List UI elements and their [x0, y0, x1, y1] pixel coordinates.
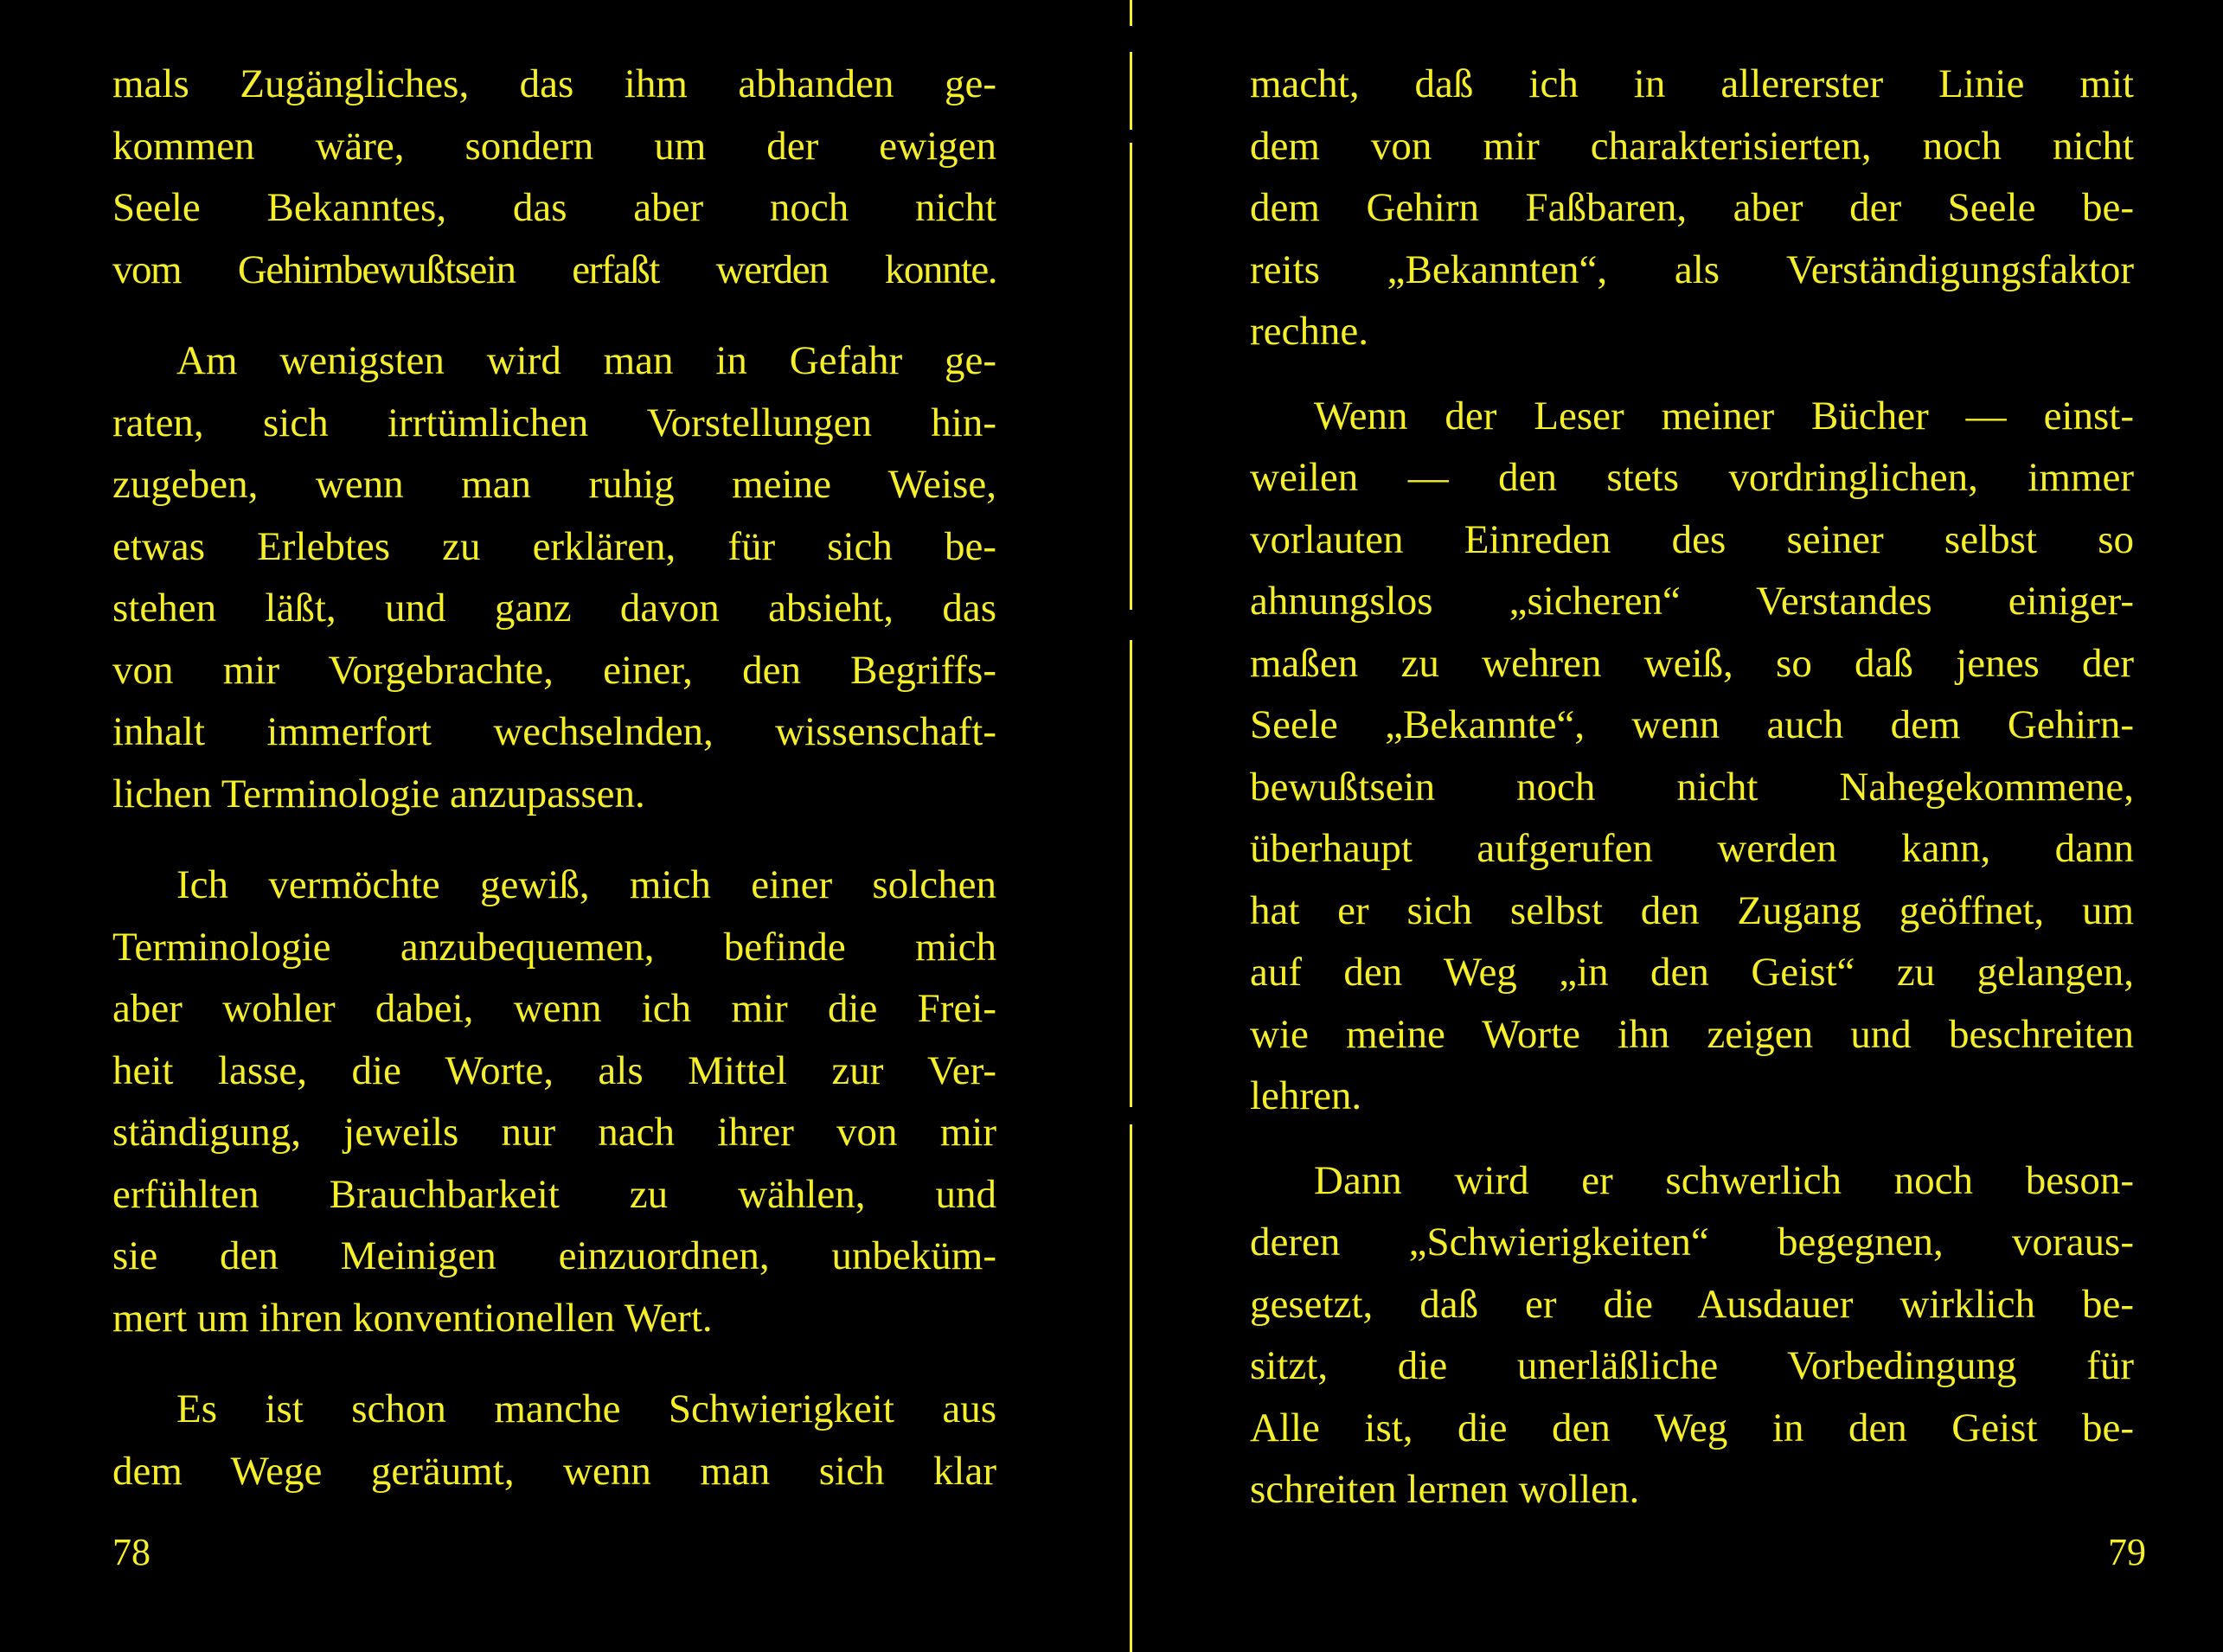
text-line: Ich vermöchte gewiß, mich einer solchen — [176, 862, 996, 907]
text-line: sitzt, die unerläßliche Vorbedingung für — [1250, 1343, 2134, 1388]
text-line: ständigung, jeweils nur nach ihrer von mir — [112, 1110, 996, 1155]
text-line: Wenn der Leser meiner Bücher — einst- — [1314, 393, 2134, 439]
text-line: Seele Bekanntes, das aber noch nicht — [112, 185, 996, 230]
text-line: lehren. — [1250, 1073, 1362, 1118]
paragraph — [112, 1379, 996, 1502]
text-line: wie meine Worte ihn zeigen und beschreiten — [1250, 1011, 2134, 1057]
text-line: Dann wird er schwerlich noch beson- — [1314, 1157, 2134, 1203]
paragraph — [1250, 54, 2134, 363]
text-line: vom Gehirnbewußtsein erfaßt werden konnte. — [112, 247, 996, 292]
left-page — [112, 0, 996, 1652]
text-line: raten, sich irrtümlichen Vorstellungen hin- — [112, 400, 996, 445]
paragraph — [1250, 386, 2134, 1128]
text-line: vorlauten Einreden des seiner selbst so — [1250, 516, 2134, 562]
text-line: auf den Weg „in den Geist“ zu gelangen, — [1250, 950, 2134, 995]
text-line: ahnungslos „sicheren“ Verstandes einiger- — [1250, 579, 2134, 624]
left-page-text — [112, 54, 996, 1502]
gutter-line — [1130, 1124, 1132, 1652]
book-gutter — [1130, 0, 1133, 1652]
text-line: aber wohler dabei, wenn ich mir die Frei- — [112, 986, 996, 1031]
text-line: hat er sich selbst den Zugang geöffnet, um — [1250, 887, 2134, 933]
text-line: Alle ist, die den Weg in den Geist be- — [1250, 1405, 2134, 1450]
gutter-line — [1130, 0, 1132, 26]
text-line: maßen zu wehren weiß, so daß jenes der — [1250, 640, 2134, 686]
text-line: rechne. — [1250, 309, 1368, 354]
right-page-text — [1250, 54, 2134, 1521]
text-line: dem Gehirn Faßbaren, aber der Seele be- — [1250, 185, 2134, 230]
text-line: kommen wäre, sondern um der ewigen — [112, 123, 996, 169]
text-line: inhalt immerfort wechselnden, wissenschaft- — [112, 709, 996, 754]
page-number: 78 — [112, 1531, 151, 1573]
text-line: sie den Meinigen einzuordnen, unbeküm- — [112, 1233, 996, 1278]
text-line: zugeben, wenn man ruhig meine Weise, — [112, 462, 996, 507]
gutter-line — [1130, 640, 1132, 1107]
text-line: mals Zugängliches, das ihm abhanden ge- — [112, 61, 996, 106]
text-line: bewußtsein noch nicht Nahegekommene, — [1250, 764, 2134, 810]
text-line: von mir Vorgebrachte, einer, den Begriffs- — [112, 647, 996, 693]
text-line: stehen läßt, und ganz davon absieht, das — [112, 586, 996, 631]
gutter-line — [1130, 52, 1132, 130]
text-line: weilen — den stets vordringlichen, immer — [1250, 455, 2134, 500]
text-line: lichen Terminologie anzupassen. — [112, 771, 645, 816]
text-line: Seele „Bekannte“, wenn auch dem Gehirn- — [1250, 702, 2134, 747]
page-number: 79 — [2108, 1531, 2146, 1573]
text-line: mert um ihren konventionellen Wert. — [112, 1295, 713, 1341]
text-line: macht, daß ich in allererster Linie mit — [1250, 61, 2134, 106]
text-line: etwas Erlebtes zu erklären, für sich be- — [112, 523, 996, 569]
gutter-line — [1130, 143, 1132, 610]
text-line: dem Wege geräumt, wenn man sich klar — [112, 1448, 996, 1494]
text-line: gesetzt, daß er die Ausdauer wirklich be- — [1250, 1281, 2134, 1327]
paragraph — [112, 855, 996, 1349]
text-line: Es ist schon manche Schwierigkeit aus — [176, 1386, 996, 1431]
text-line: heit lasse, die Worte, als Mittel zur Ver- — [112, 1047, 996, 1093]
text-line: reits „Bekannten“, als Verständigungsfaktor — [1250, 247, 2134, 292]
paragraph — [112, 330, 996, 825]
text-line: Am wenigsten wird man in Gefahr ge- — [176, 338, 996, 383]
right-page — [1250, 0, 2146, 1652]
text-line: schreiten lernen wollen. — [1250, 1467, 1640, 1512]
paragraph — [1250, 1150, 2134, 1521]
text-line: deren „Schwierigkeiten“ begegnen, voraus- — [1250, 1220, 2134, 1265]
text-line: erfühlten Brauchbarkeit zu wählen, und — [112, 1171, 996, 1217]
paragraph — [112, 54, 996, 301]
text-line: überhaupt aufgerufen werden kann, dann — [1250, 826, 2134, 871]
text-line: dem von mir charakterisierten, noch nicht — [1250, 123, 2134, 169]
text-line: Terminologie anzubequemen, befinde mich — [112, 924, 996, 970]
